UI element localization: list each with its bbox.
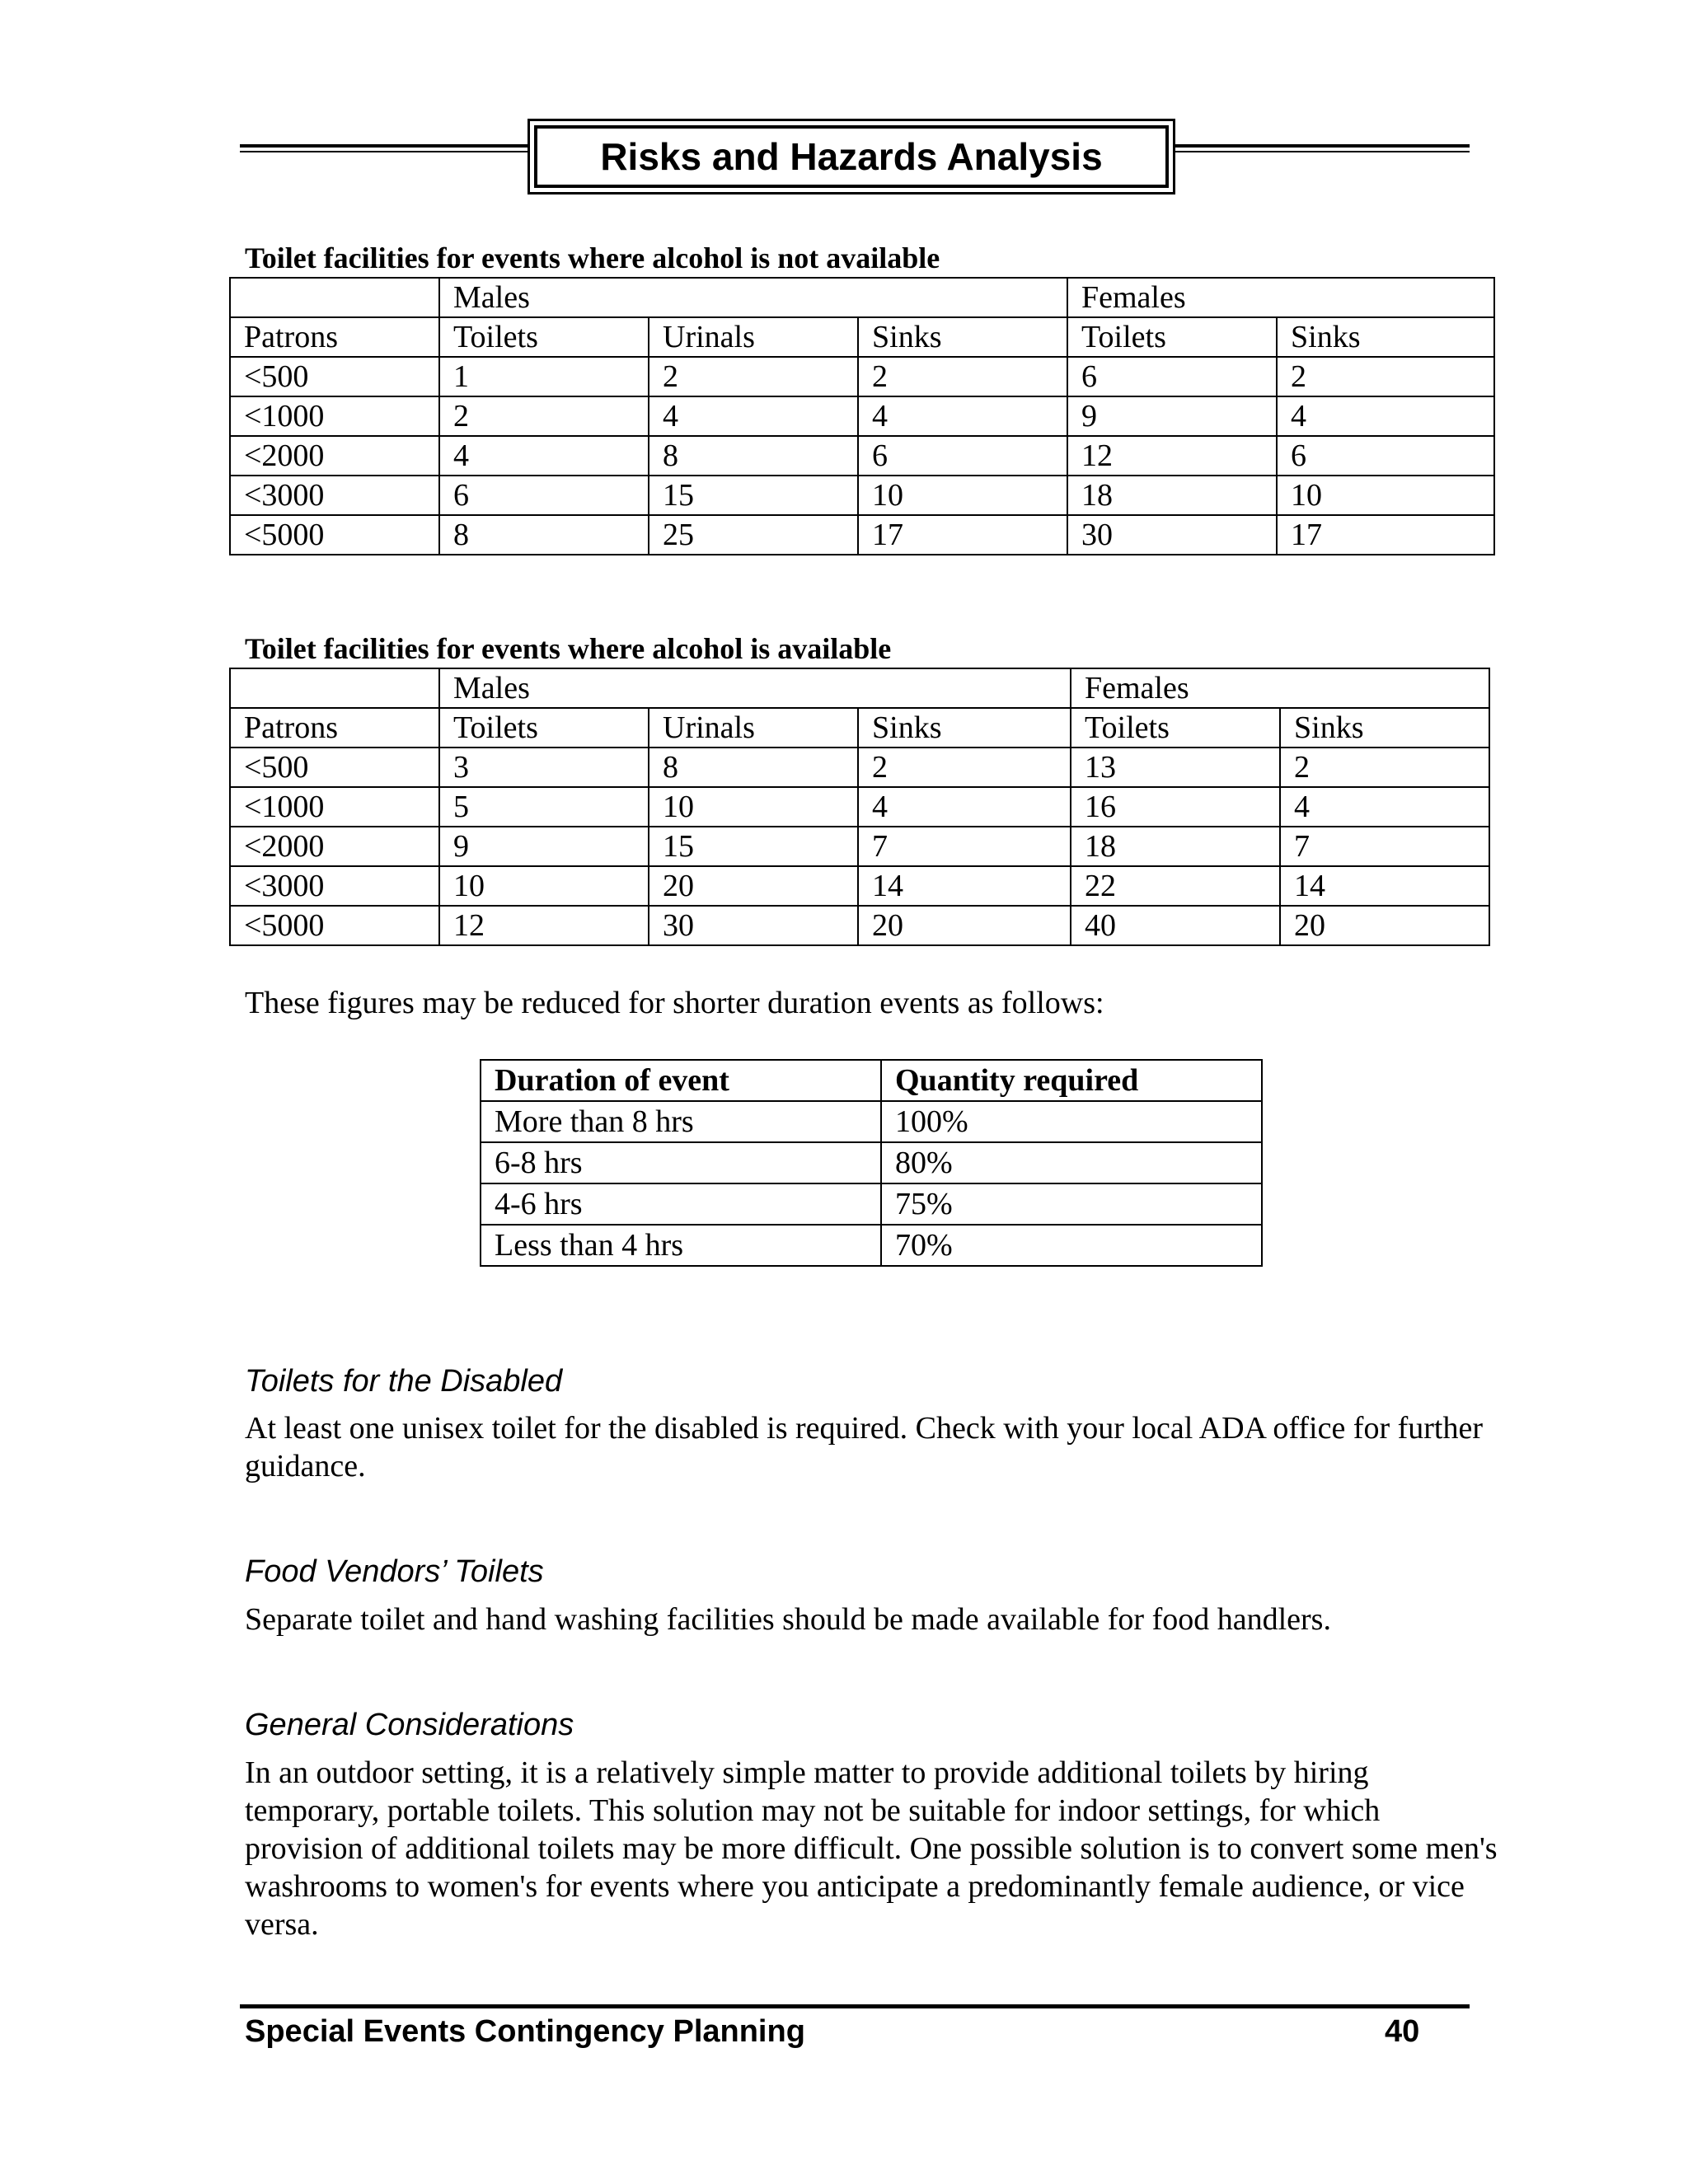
table-cell: 8 bbox=[439, 515, 649, 555]
table-cell: 25 bbox=[649, 515, 858, 555]
table-row bbox=[230, 357, 1494, 396]
table-cell: <500 bbox=[230, 357, 439, 396]
table-cell: 17 bbox=[858, 515, 1067, 555]
section-body-general: In an outdoor setting, it is a relatively simple matter to provide additional toilets by hiring temporary, portable toilets. This solution may not be suitable for indoor settings, for which provision of additional toilets may be more difficult. One possible solution is to convert some men's washrooms to women's for events where you anticipate a predominantly female audience, or vice versa. bbox=[245, 1755, 1498, 1942]
table-cell: 40 bbox=[1071, 906, 1280, 945]
table-cell: 12 bbox=[1067, 436, 1277, 476]
footer-rule bbox=[240, 2004, 1470, 2008]
table-row bbox=[481, 1183, 1262, 1225]
column-header: Toilets bbox=[1071, 708, 1280, 748]
table-cell: 4 bbox=[858, 787, 1071, 827]
header-rule-right bbox=[1175, 144, 1470, 152]
table-row bbox=[230, 515, 1494, 555]
table-cell: 12 bbox=[439, 906, 649, 945]
section-heading-general: General Considerations bbox=[245, 1708, 574, 1742]
table-cell: 9 bbox=[1067, 396, 1277, 436]
table-cell: 70% bbox=[881, 1225, 1262, 1266]
table-cell: 18 bbox=[1071, 827, 1280, 866]
column-header: Sinks bbox=[858, 317, 1067, 357]
table-cell: 14 bbox=[858, 866, 1071, 906]
page-title: Risks and Hazards Analysis bbox=[534, 125, 1169, 188]
table-cell: 100% bbox=[881, 1101, 1262, 1142]
table-header-row bbox=[230, 708, 1489, 748]
table-cell: More than 8 hrs bbox=[481, 1101, 881, 1142]
table-cell: 6-8 hrs bbox=[481, 1142, 881, 1183]
table-cell: 2 bbox=[858, 748, 1071, 787]
table-cell: 16 bbox=[1071, 787, 1280, 827]
page-number: 40 bbox=[1385, 2014, 1420, 2049]
table-cell: 30 bbox=[649, 906, 858, 945]
table-cell: 2 bbox=[439, 396, 649, 436]
column-header: Quantity required bbox=[881, 1060, 1262, 1101]
table-cell: <5000 bbox=[230, 906, 439, 945]
table-row bbox=[230, 827, 1489, 866]
table-cell: 10 bbox=[649, 787, 858, 827]
table-cell: 8 bbox=[649, 748, 858, 787]
group-header-females: Females bbox=[1067, 278, 1494, 317]
table-alcohol bbox=[229, 668, 1490, 946]
table-row bbox=[230, 436, 1494, 476]
table-no-alcohol-title: Toilet facilities for events where alcohol is not available bbox=[245, 241, 940, 274]
reduction-intro: These figures may be reduced for shorter duration events as follows: bbox=[245, 986, 1104, 1020]
table-cell: <3000 bbox=[230, 476, 439, 515]
table-row bbox=[230, 906, 1489, 945]
table-row bbox=[230, 787, 1489, 827]
section-heading-food-vendors: Food Vendors’ Toilets bbox=[245, 1554, 544, 1589]
header-box bbox=[528, 119, 1175, 194]
table-row bbox=[481, 1101, 1262, 1142]
table-cell: 80% bbox=[881, 1142, 1262, 1183]
table-cell: 10 bbox=[439, 866, 649, 906]
table-row bbox=[230, 396, 1494, 436]
table-cell: 1 bbox=[439, 357, 649, 396]
table-cell: 20 bbox=[1280, 906, 1489, 945]
table-cell: 4 bbox=[1280, 787, 1489, 827]
table-row bbox=[230, 476, 1494, 515]
column-header: Sinks bbox=[1277, 317, 1494, 357]
table-cell: 9 bbox=[439, 827, 649, 866]
table-cell: 2 bbox=[1277, 357, 1494, 396]
table-header-row bbox=[230, 317, 1494, 357]
table-cell: 6 bbox=[1277, 436, 1494, 476]
table-cell: 5 bbox=[439, 787, 649, 827]
table-cell: 15 bbox=[649, 476, 858, 515]
table-cell: 22 bbox=[1071, 866, 1280, 906]
section-body-disabled: At least one unisex toilet for the disabled is required. Check with your local ADA office for further guidance. bbox=[245, 1411, 1484, 1483]
table-cell: 4 bbox=[1277, 396, 1494, 436]
column-header: Urinals bbox=[649, 317, 858, 357]
table-cell: 4 bbox=[858, 396, 1067, 436]
table-cell: 3 bbox=[439, 748, 649, 787]
table-cell: <5000 bbox=[230, 515, 439, 555]
table-cell: 2 bbox=[858, 357, 1067, 396]
table-cell: 10 bbox=[1277, 476, 1494, 515]
table-cell: 6 bbox=[439, 476, 649, 515]
table-alcohol-title: Toilet facilities for events where alcohol is available bbox=[245, 632, 892, 665]
table-row bbox=[481, 1142, 1262, 1183]
table-cell: 8 bbox=[649, 436, 858, 476]
table-cell: 75% bbox=[881, 1183, 1262, 1225]
table-cell bbox=[230, 278, 439, 317]
table-cell: 4 bbox=[649, 396, 858, 436]
table-cell: 2 bbox=[1280, 748, 1489, 787]
table-cell: 6 bbox=[1067, 357, 1277, 396]
group-header-females: Females bbox=[1071, 668, 1489, 708]
column-header: Sinks bbox=[858, 708, 1071, 748]
table-cell: <1000 bbox=[230, 396, 439, 436]
table-cell: 18 bbox=[1067, 476, 1277, 515]
column-header: Toilets bbox=[1067, 317, 1277, 357]
table-header-row bbox=[481, 1060, 1262, 1101]
table-cell: 13 bbox=[1071, 748, 1280, 787]
table-cell: <2000 bbox=[230, 827, 439, 866]
column-header: Urinals bbox=[649, 708, 858, 748]
table-cell: 2 bbox=[649, 357, 858, 396]
group-header-males: Males bbox=[439, 668, 1071, 708]
section-heading-disabled: Toilets for the Disabled bbox=[245, 1364, 563, 1399]
table-cell: 14 bbox=[1280, 866, 1489, 906]
table-cell: <1000 bbox=[230, 787, 439, 827]
column-header: Duration of event bbox=[481, 1060, 881, 1101]
duration-table bbox=[480, 1059, 1263, 1267]
header-rule-left bbox=[240, 144, 528, 152]
column-header: Patrons bbox=[230, 708, 439, 748]
table-cell: Less than 4 hrs bbox=[481, 1225, 881, 1266]
column-header: Patrons bbox=[230, 317, 439, 357]
table-row bbox=[230, 748, 1489, 787]
column-header: Toilets bbox=[439, 317, 649, 357]
group-header-males: Males bbox=[439, 278, 1067, 317]
table-row bbox=[481, 1225, 1262, 1266]
table-cell: 30 bbox=[1067, 515, 1277, 555]
table-group-row bbox=[230, 668, 1489, 708]
table-cell: <500 bbox=[230, 748, 439, 787]
column-header: Sinks bbox=[1280, 708, 1489, 748]
table-cell: 7 bbox=[1280, 827, 1489, 866]
table-cell: 6 bbox=[858, 436, 1067, 476]
section-body-food-vendors: Separate toilet and hand washing facilities should be made available for food handlers. bbox=[245, 1602, 1331, 1637]
table-cell: 7 bbox=[858, 827, 1071, 866]
footer-title: Special Events Contingency Planning bbox=[245, 2014, 805, 2049]
table-cell bbox=[230, 668, 439, 708]
table-cell: 4-6 hrs bbox=[481, 1183, 881, 1225]
table-cell: <2000 bbox=[230, 436, 439, 476]
table-cell: 10 bbox=[858, 476, 1067, 515]
table-cell: <3000 bbox=[230, 866, 439, 906]
table-cell: 20 bbox=[858, 906, 1071, 945]
table-no-alcohol bbox=[229, 277, 1495, 555]
table-row bbox=[230, 866, 1489, 906]
table-group-row bbox=[230, 278, 1494, 317]
table-cell: 4 bbox=[439, 436, 649, 476]
table-cell: 17 bbox=[1277, 515, 1494, 555]
table-cell: 15 bbox=[649, 827, 858, 866]
table-cell: 20 bbox=[649, 866, 858, 906]
column-header: Toilets bbox=[439, 708, 649, 748]
